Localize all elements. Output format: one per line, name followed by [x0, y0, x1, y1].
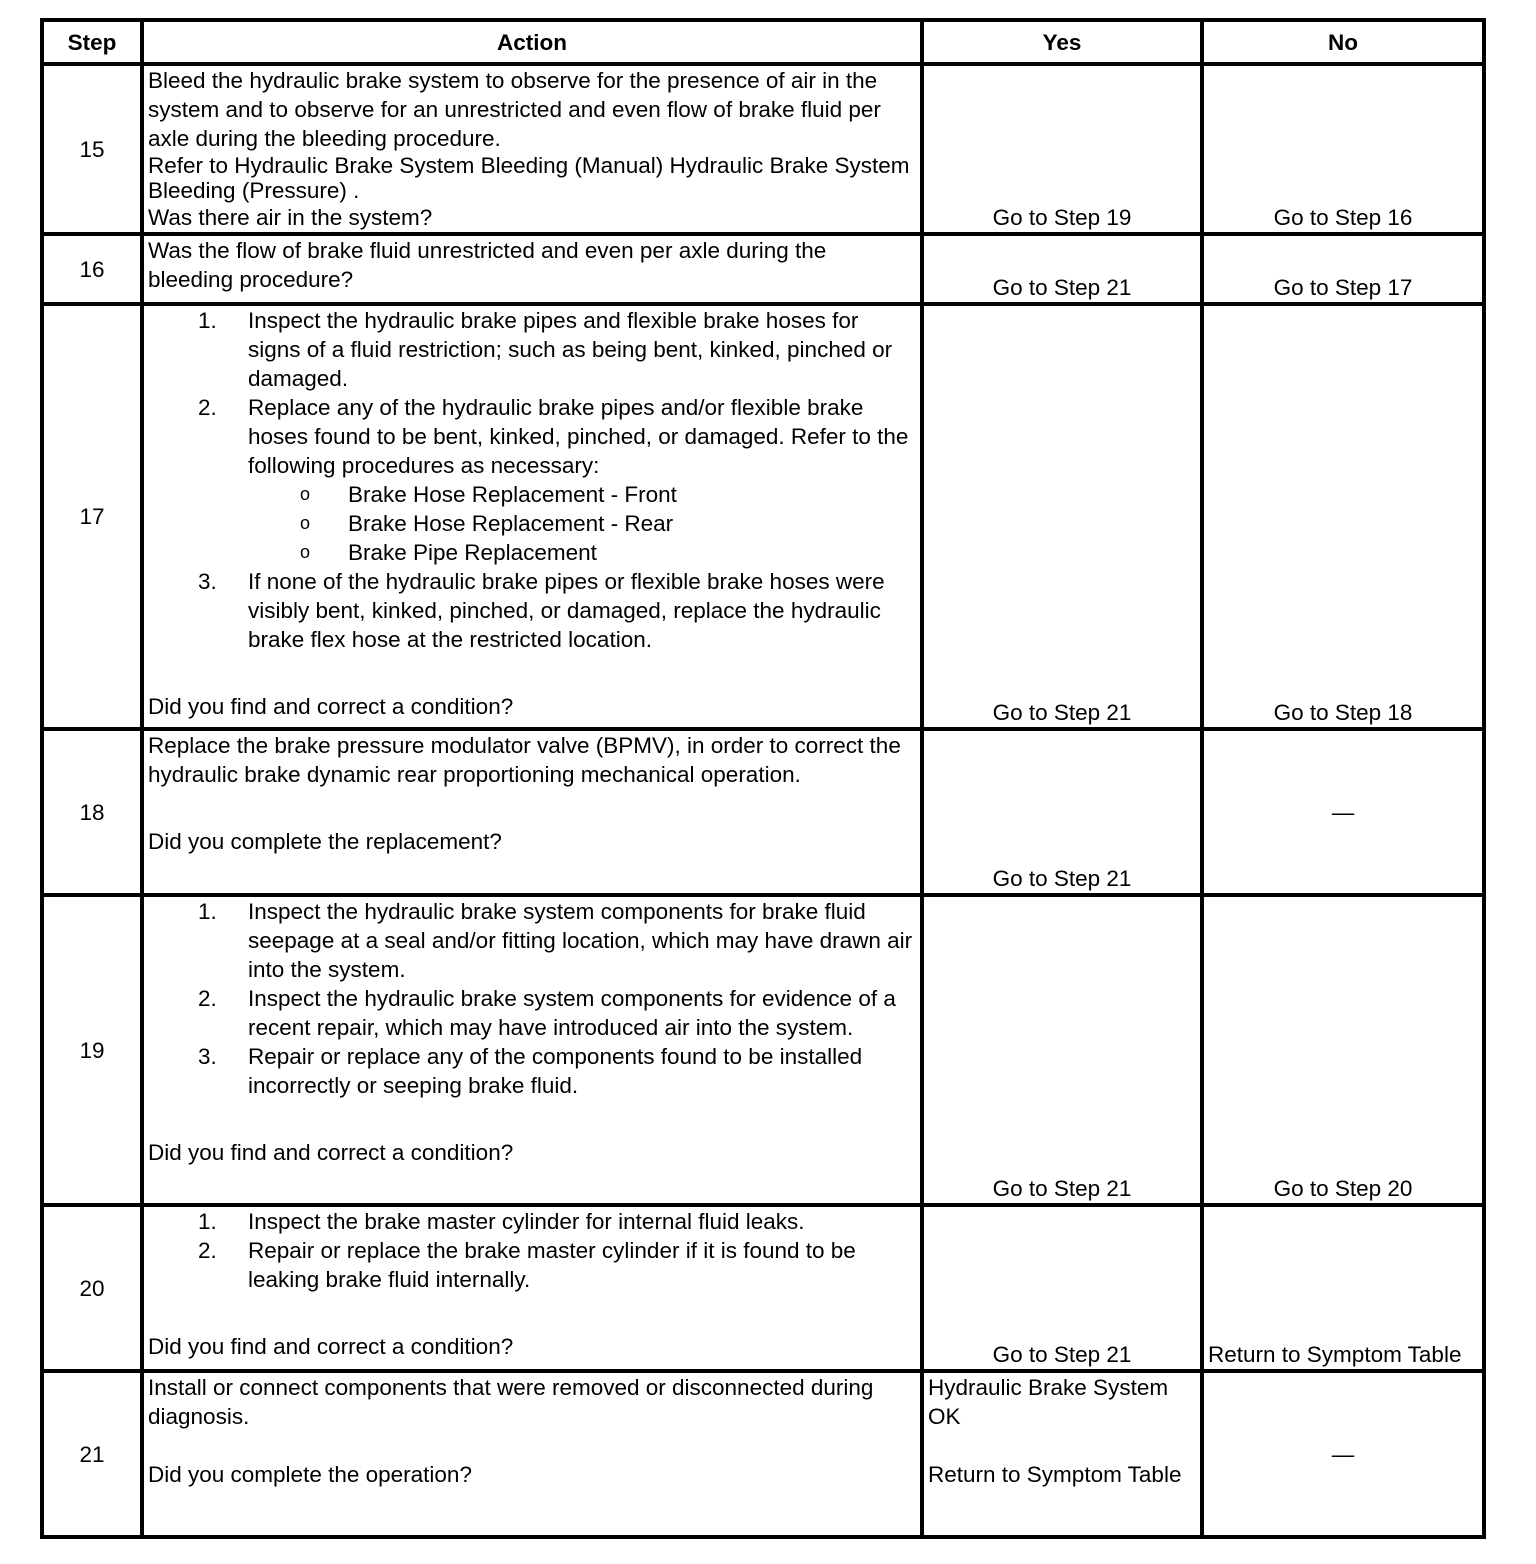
numbered-list	[148, 306, 916, 654]
header-step: Step	[42, 20, 142, 64]
action-cell	[142, 234, 922, 304]
step-number: 16	[42, 234, 142, 304]
table-row	[42, 1371, 1484, 1537]
yes-outcome-return: Return to Symptom Table	[928, 1462, 1182, 1487]
question-text: Did you find and correct a condition?	[148, 694, 514, 719]
item-number: 1.	[198, 308, 217, 333]
no-cell: Go to Step 17	[1202, 234, 1484, 304]
item-text: If none of the hydraulic brake pipes or flexible brake hoses were visibly bent, kinked, pinched, or damaged, replace the hydraulic brake flex hose at the restricted location.	[248, 569, 885, 652]
item-number: 2.	[198, 1238, 217, 1263]
yes-cell	[922, 1371, 1202, 1537]
item-text: Inspect the hydraulic brake system components for evidence of a recent repair, which may have introduced air into the system.	[248, 986, 896, 1040]
no-cell: Go to Step 18	[1202, 304, 1484, 729]
header-row	[42, 20, 1484, 64]
action-cell	[142, 1371, 922, 1537]
sub-list-item	[248, 509, 916, 538]
question-text: Was the flow of brake fluid unrestricted and even per axle during the bleeding procedure?	[148, 238, 827, 292]
step-number: 21	[42, 1371, 142, 1537]
list-item	[148, 567, 916, 654]
step-number: 18	[42, 729, 142, 895]
no-cell: —	[1202, 729, 1484, 895]
question-text: Did you complete the operation?	[148, 1462, 472, 1487]
yes-cell: Go to Step 21	[922, 234, 1202, 304]
action-text: Bleed the hydraulic brake system to observe for the presence of air in the system and to observe for an unrestricted and even flow of brake fluid per axle during the bleeding procedure.	[148, 68, 881, 151]
item-text: Inspect the hydraulic brake pipes and flexible brake hoses for signs of a fluid restriction; such as being bent, kinked, pinched or damaged.	[248, 308, 893, 391]
yes-cell: Go to Step 21	[922, 1205, 1202, 1371]
list-item	[148, 306, 916, 393]
table-row	[42, 895, 1484, 1205]
yes-cell: Go to Step 21	[922, 895, 1202, 1205]
item-text: Repair or replace the brake master cylinder if it is found to be leaking brake fluid internally.	[248, 1238, 856, 1292]
yes-cell: Go to Step 19	[922, 64, 1202, 234]
no-cell: Return to Symptom Table	[1202, 1205, 1484, 1371]
action-text: Replace the brake pressure modulator valve (BPMV), in order to correct the hydraulic brake dynamic rear proportioning mechanical operation.	[148, 733, 901, 787]
step-number: 15	[42, 64, 142, 234]
item-number: 2.	[198, 395, 217, 420]
header-no: No	[1202, 20, 1484, 64]
numbered-list	[148, 897, 916, 1100]
numbered-list	[148, 1207, 916, 1294]
list-item	[148, 1207, 916, 1236]
list-item	[148, 984, 916, 1042]
action-cell	[142, 729, 922, 895]
list-item	[148, 1236, 916, 1294]
sub-item-text: Brake Hose Replacement - Front	[348, 482, 677, 507]
table-row	[42, 729, 1484, 895]
yes-outcome-ok: Hydraulic Brake System OK	[928, 1375, 1169, 1429]
item-number: 2.	[198, 986, 217, 1011]
sub-item-text: Brake Pipe Replacement	[348, 540, 597, 565]
no-cell: Go to Step 20	[1202, 895, 1484, 1205]
bullet-icon: o	[300, 542, 311, 562]
table-row	[42, 1205, 1484, 1371]
sub-list	[248, 480, 916, 567]
item-number: 1.	[198, 899, 217, 924]
action-cell	[142, 64, 922, 234]
question-text: Did you complete the replacement?	[148, 829, 502, 854]
header-action: Action	[142, 20, 922, 64]
table-row	[42, 304, 1484, 729]
action-text: Install or connect components that were removed or disconnected during diagnosis.	[148, 1375, 874, 1429]
table-row	[42, 64, 1484, 234]
action-text: Refer to Hydraulic Brake System Bleeding (Manual) Hydraulic Brake System Bleeding (Pressure) .	[148, 153, 910, 203]
table-row	[42, 234, 1484, 304]
bullet-icon: o	[300, 484, 311, 504]
item-number: 3.	[198, 569, 217, 594]
item-number: 1.	[198, 1209, 217, 1234]
header-yes: Yes	[922, 20, 1202, 64]
item-number: 3.	[198, 1044, 217, 1069]
sub-item-text: Brake Hose Replacement - Rear	[348, 511, 674, 536]
step-number: 20	[42, 1205, 142, 1371]
question-text: Did you find and correct a condition?	[148, 1334, 514, 1359]
yes-cell: Go to Step 21	[922, 304, 1202, 729]
list-item	[148, 897, 916, 984]
list-item	[148, 1042, 916, 1100]
question-text: Did you find and correct a condition?	[148, 1140, 514, 1165]
item-text: Replace any of the hydraulic brake pipes and/or flexible brake hoses found to be bent, kinked, pinched, or damaged. Refer to the following procedures as necessary:	[248, 395, 909, 478]
action-cell	[142, 895, 922, 1205]
sub-list-item	[248, 480, 916, 509]
question-text: Was there air in the system?	[148, 205, 433, 230]
item-text: Inspect the brake master cylinder for internal fluid leaks.	[248, 1209, 805, 1234]
yes-cell: Go to Step 21	[922, 729, 1202, 895]
step-number: 17	[42, 304, 142, 729]
sub-list-item	[248, 538, 916, 567]
action-cell	[142, 304, 922, 729]
diagnostic-table-container	[40, 18, 1482, 1539]
diagnostic-table	[40, 18, 1486, 1539]
action-cell	[142, 1205, 922, 1371]
item-text: Repair or replace any of the components found to be installed incorrectly or seeping brake fluid.	[248, 1044, 863, 1098]
no-cell: —	[1202, 1371, 1484, 1537]
bullet-icon: o	[300, 513, 311, 533]
list-item	[148, 393, 916, 567]
no-cell: Go to Step 16	[1202, 64, 1484, 234]
step-number: 19	[42, 895, 142, 1205]
item-text: Inspect the hydraulic brake system components for brake fluid seepage at a seal and/or fitting location, which may have drawn air into the system.	[248, 899, 913, 982]
